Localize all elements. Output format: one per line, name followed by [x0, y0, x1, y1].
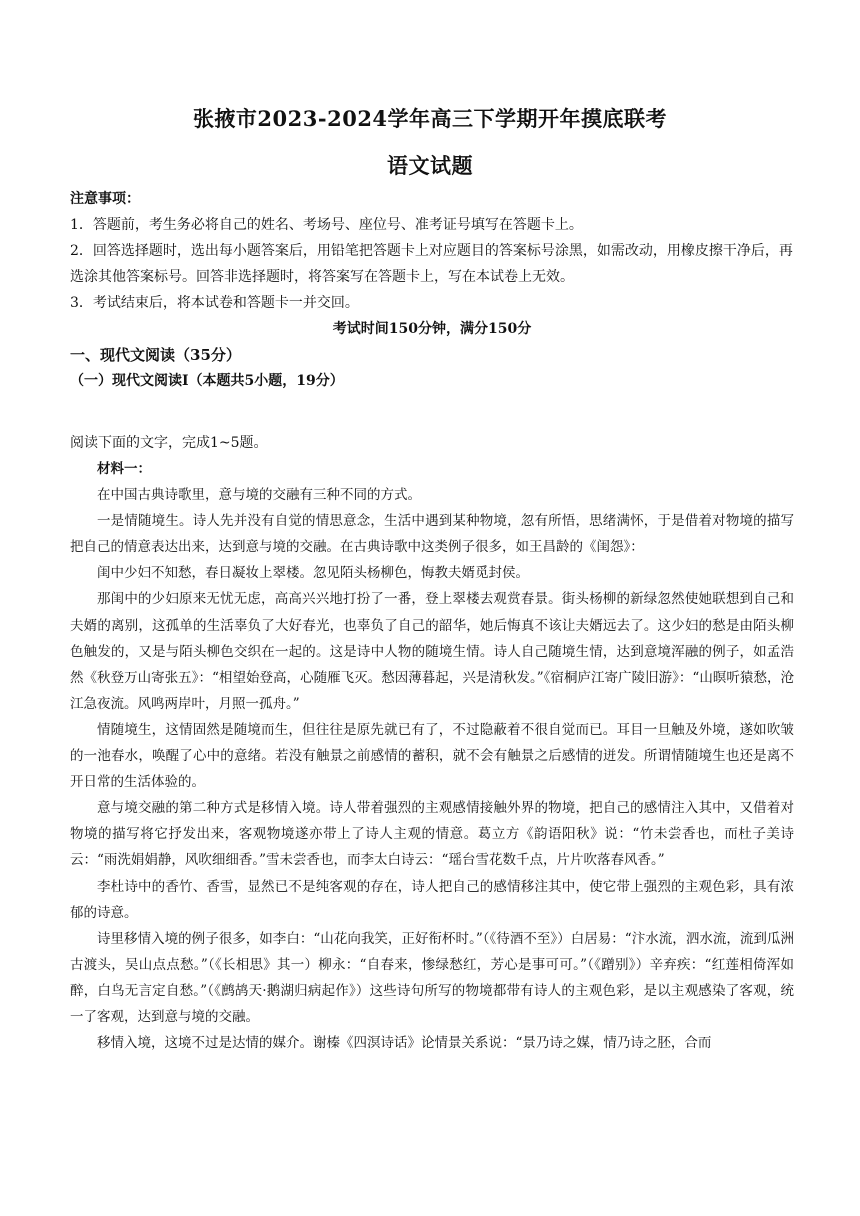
- passage-paragraph: 那闺中的少妇原来无忧无虑，高高兴兴地打扮了一番，登上翠楼去观赏春景。街头杨柳的新绿忽然使她联想到自己和夫婿的离别，这孤单的生活辜负了大好春光，也辜负了自己的韶华，她后悔真不该让夫婿远去了。这少妇的愁是由陌头柳色触发的，又是与陌头柳色交织在一起的。这是诗中人物的随境生情。诗人自己随境生情，达到意境浑融的例子，如孟浩然《秋登万山寄张五》：“相望始登高，心随雁飞灭。愁因薄暮起，兴是清秋发。”《宿桐庐江寄广陵旧游》：“山暝听猿愁，沧江急夜流。风鸣两岸叶，月照一孤舟。”: [70, 591, 794, 712]
- passage-paragraph: 在中国古典诗歌里，意与境的交融有三种不同的方式。: [97, 487, 421, 504]
- passage-paragraph: 一是情随境生。诗人先并没有自觉的情思意念，生活中遇到某种物境，忽有所悟，思绪满怀，于是借着对物境的描写把自己的情意表达出来，达到意与境的交融。在古典诗歌中这类例子很多，如王昌龄的《闺怨》：: [70, 513, 794, 556]
- note-item: 3．考试结束后，将本试卷和答题卡一并交回。: [70, 295, 359, 311]
- notes-heading: 注意事项：: [70, 191, 140, 207]
- reading-instruction-block: [70, 430, 794, 456]
- passage-paragraph: 移情入境，这境不过是达情的媒介。谢榛《四溟诗话》论情景关系说：“景乃诗之媒，情乃诗之胚，合而: [97, 1035, 712, 1052]
- exam-subtitle: 语文试题: [387, 153, 473, 178]
- note-item: 1．答题前，考生务必将自己的姓名、考场号、座位号、准考证号填写在答题卡上。: [70, 217, 583, 233]
- subsection-heading: （一）现代文阅读Ⅰ（本题共5小题，19分）: [70, 373, 344, 389]
- exam-title: 张掖市2023-2024学年高三下学期开年摸底联考: [192, 106, 668, 131]
- reading-instruction: 阅读下面的文字，完成1~5题。: [70, 435, 268, 451]
- material-label: 材料一：: [97, 461, 151, 477]
- exam-time: 考试时间150分钟，满分150分: [332, 321, 532, 337]
- note-item: 2．回答选择题时，选出每小题答案后，用铅笔把答题卡上对应题目的答案标号涂黑，如需改动，用橡皮擦干净后，再选涂其他答案标号。回答非选择题时，将答案写在答题卡上，写在本试卷上无效。: [70, 243, 793, 285]
- section-heading: 一、现代文阅读（35分）: [70, 346, 241, 364]
- passage-paragraph: 诗里移情入境的例子很多，如李白：“山花向我笑，正好衔杯时。”（《待酒不至》）白居易：“汴水流，泗水流，流到瓜洲古渡头，吴山点点愁。”（《长相思》其一）柳永：“自春来，惨绿愁红，芳心是事可可。”（《蹭别》）辛弃疾：“红莲相倚浑如醉，白鸟无言定自愁。”（《鹧鸪天·鹅湖归病起作》）这些诗句所写的物境都带有诗人的主观色彩，是以主观感染了客观，统一了客观，达到意与境的交融。: [70, 930, 794, 1025]
- notes-section: [70, 186, 794, 394]
- passage-paragraph: 情随境生，这情固然是随境而生，但往往是原先就已有了，不过隐蔽着不很自觉而已。耳目一旦触及外境，遂如吹皱的一池春水，唤醒了心中的意绪。若没有触景之前感情的蓄积，就不会有触景之后感情的迸发。所谓情随境生也还是离不开日常的生活体验的。: [70, 721, 794, 791]
- passage-paragraph: 李杜诗中的香竹、香雪，显然已不是纯客观的存在，诗人把自己的感情移注其中，使它带上强烈的主观色彩，具有浓郁的诗意。: [70, 878, 794, 921]
- passage-poem: 闺中少妇不知愁，春日凝妆上翠楼。忽见陌头杨柳色，悔教夫婿觅封侯。: [97, 565, 529, 582]
- passage-paragraph: 意与境交融的第二种方式是移情入境。诗人带着强烈的主观感情接触外界的物境，把自己的感情注入其中，又借着对物境的描写将它抒发出来，客观物境遂亦带上了诗人主观的情意。葛立方《韵语阳秋》说：“竹未尝香也，而杜子美诗云：“雨洗娟娟静，风吹细细香。”雪未尝香也，而李太白诗云：“瑶台雪花数千点，片片吹落春风香。”: [70, 800, 794, 869]
- reading-passage: [70, 456, 794, 1056]
